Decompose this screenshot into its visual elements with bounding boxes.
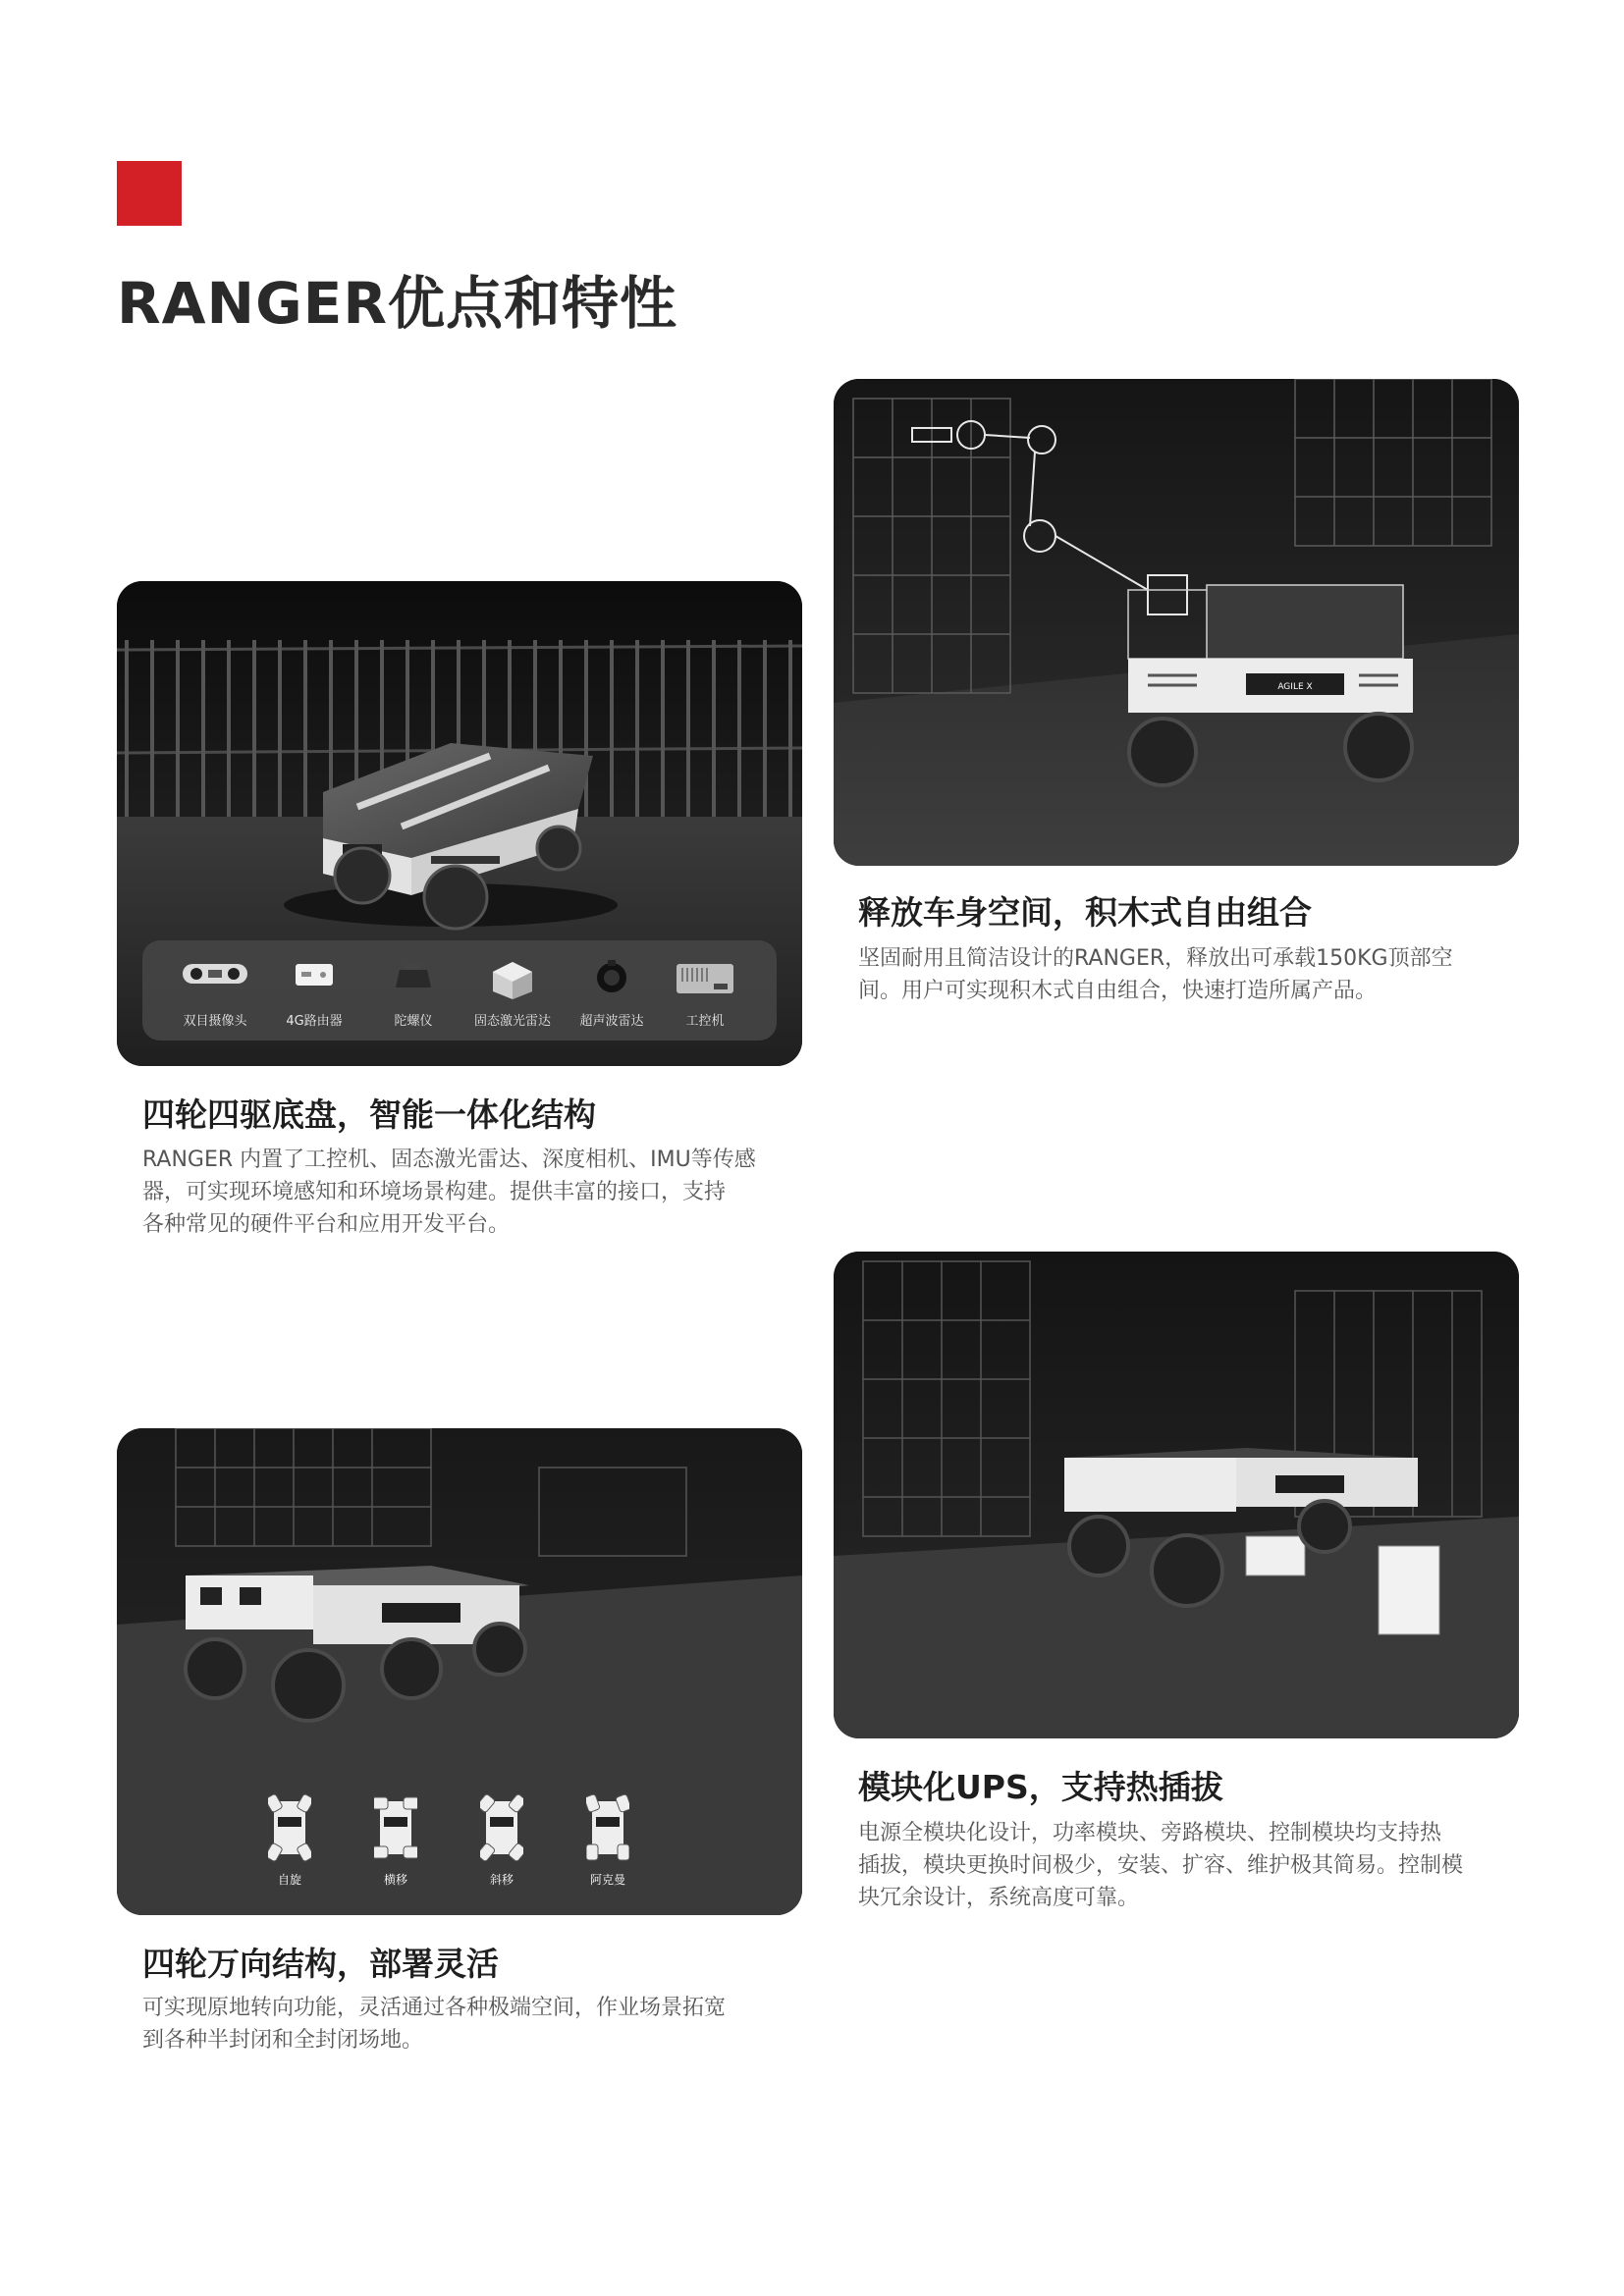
mode-item [564,1791,652,1890]
mode-label: 横移 [383,1873,407,1887]
sensor-label: 工控机 [685,1014,725,1029]
feature-body-line: 器，可实现环境感知和环境场景构建。提供丰富的接口，支持 [142,1180,727,1204]
mode-item [458,1791,546,1890]
sensor-item [364,940,462,1041]
ackermann-mode-icon [586,1791,629,1864]
sensor-item [563,940,661,1041]
feature-title: 模块化UPS，支持热插拔 [858,1768,1223,1806]
feature-title: 四轮万向结构，部署灵活 [142,1945,499,1983]
sensor-item [265,940,363,1041]
feature-title: 释放车身空间，积木式自由组合 [858,893,1312,932]
feature-body [858,1817,1463,1914]
feature-body-line: 插拔，模块更换时间极少，安装、扩容、维护极其简易。控制模 [858,1853,1464,1878]
feature-body-line: 到各种半封闭和全封闭场地。 [142,2028,424,2053]
sensor-label: 固态激光雷达 [473,1014,551,1029]
sensor-label: 4G路由器 [286,1014,343,1029]
ups-photo [834,1252,1519,1738]
sensor-item [463,940,562,1041]
lateral-mode-icon [374,1791,417,1864]
feature-body-line: 各种常见的硬件平台和应用开发平台。 [142,1212,511,1237]
feature-body [142,1992,726,2056]
feature-body-line: 间。用户可实现积木式自由组合，快速打造所属产品。 [858,979,1378,1003]
page-title: RANGER优点和特性 [117,270,677,337]
mode-label: 自旋 [277,1873,301,1887]
mode-label: 斜移 [489,1873,514,1887]
router-icon [294,960,335,988]
ultrasonic-radar-icon [594,960,629,995]
robot-arm-photo [834,379,1519,866]
feature-body-line: 电源全模块化设计，功率模块、旁路模块、控制模块均支持热 [858,1821,1442,1845]
mode-item [245,1791,334,1890]
sensor-label: 超声波雷达 [579,1014,644,1029]
diagonal-mode-icon [480,1791,523,1864]
sensor-label: 双目摄像头 [183,1014,247,1029]
feature-body-line: RANGER 内置了工控机、固态激光雷达、深度相机、IMU等传感 [142,1148,756,1172]
feature-body-line: 块冗余设计，系统高度可靠。 [858,1886,1140,1910]
sensor-item [656,940,754,1041]
spin-mode-icon [268,1791,311,1864]
mode-label: 阿克曼 [589,1873,625,1887]
stereo-camera-icon [181,960,249,988]
industrial-pc-icon [675,960,735,997]
accent-square [117,161,182,226]
feature-body-line: 坚固耐用且简洁设计的RANGER，释放出可承载150KG顶部空 [858,946,1453,971]
feature-title: 四轮四驱底盘，智能一体化结构 [142,1095,596,1134]
lidar-icon [491,960,534,1001]
mode-item [352,1791,440,1890]
vehicle-badge: AGILE X [1277,682,1313,692]
feature-body [858,942,1453,1007]
feature-body [142,1144,756,1241]
sensor-bar [142,940,777,1041]
sensor-item [166,940,264,1041]
sensor-label: 陀螺仪 [394,1014,433,1029]
gyroscope-icon [394,960,433,993]
feature-body-line: 可实现原地转向功能，灵活通过各种极端空间，作业场景拓宽 [142,1996,727,2020]
